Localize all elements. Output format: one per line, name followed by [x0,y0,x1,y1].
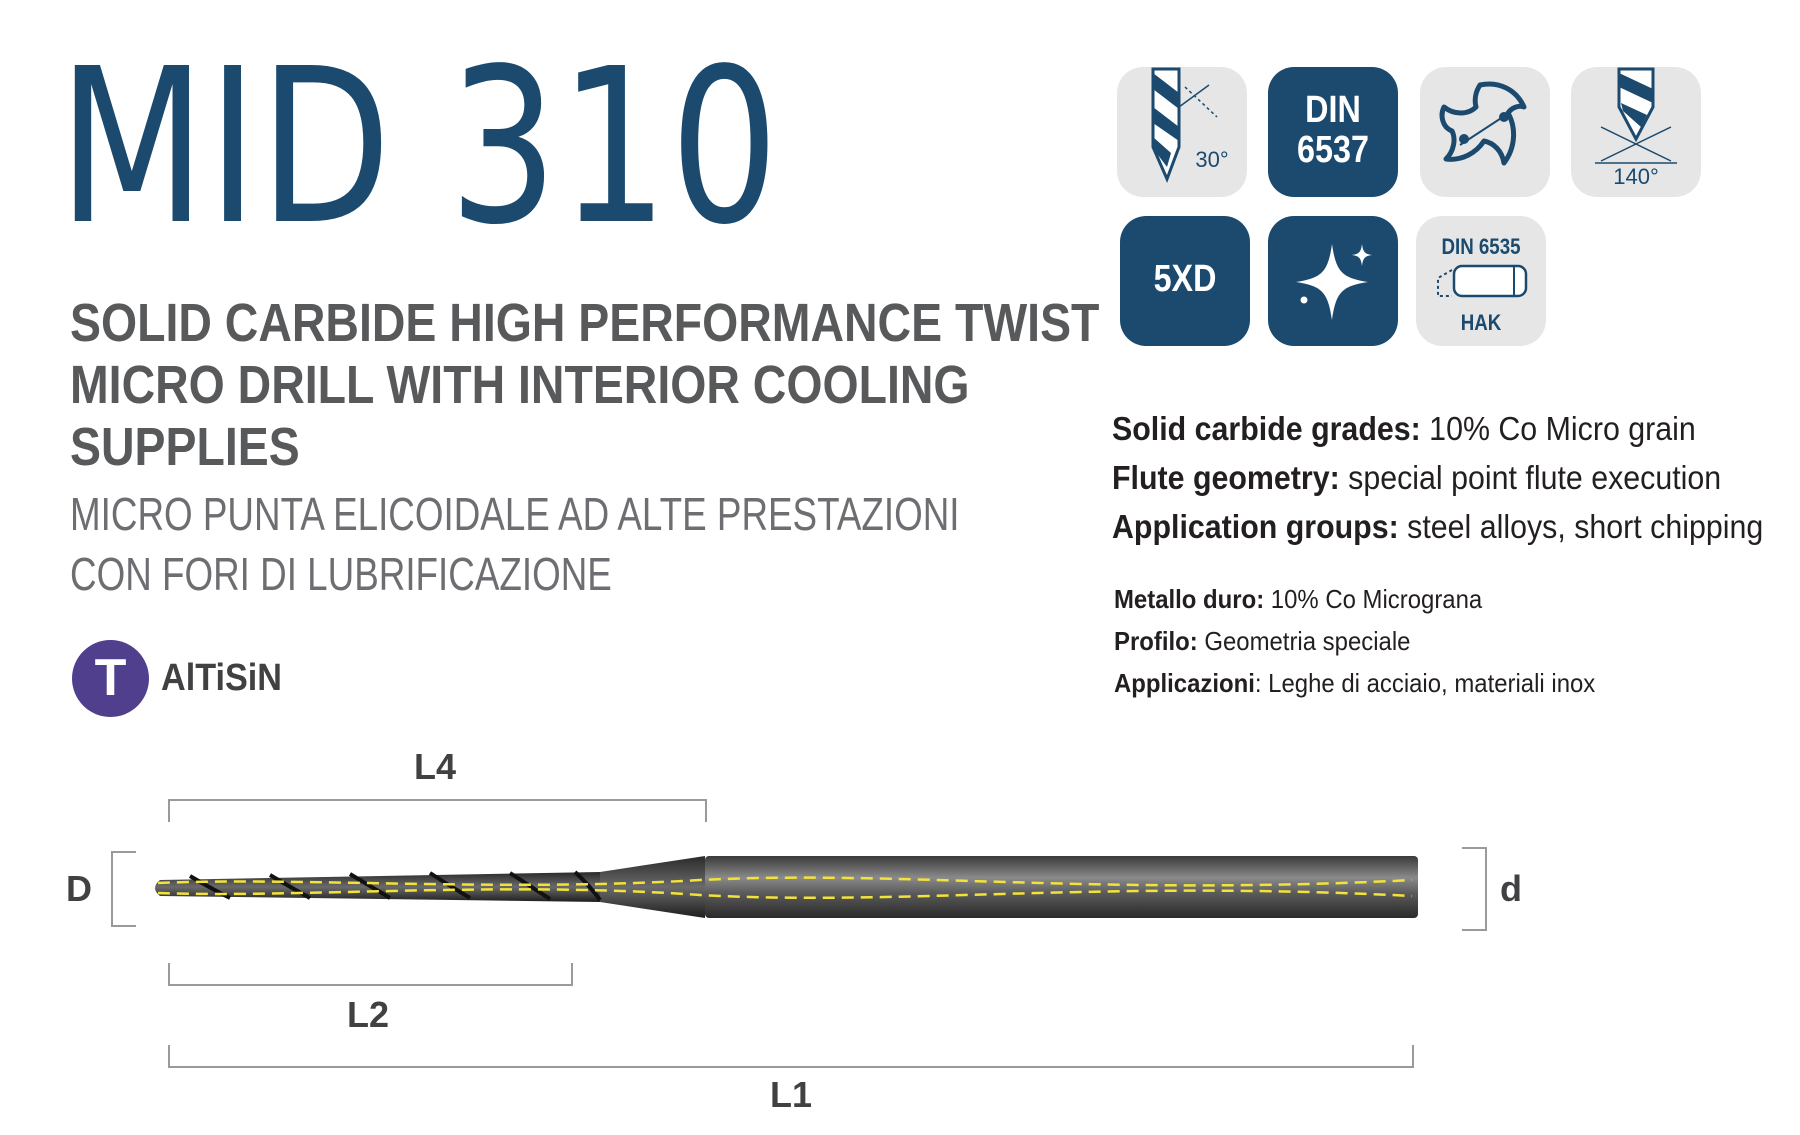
dimension-l4-label: L4 [414,746,457,787]
point-angle-icon [1571,67,1701,197]
headline-en-line: SOLID CARBIDE HIGH PERFORMANCE TWIST [70,293,1100,353]
spec-label: Metallo duro: [1114,584,1265,614]
specs-italian [1114,578,1595,704]
coating-badge [72,640,295,717]
product-title: MID 310 [58,23,781,272]
headline-it-line: CON FORI DI LUBRIFICAZIONE [70,548,612,600]
headline-italian [70,484,960,604]
point-angle-label: 140° [1613,164,1659,189]
helix-angle-label: 30° [1195,147,1229,172]
drill-drawing-svg [0,740,1800,1130]
l1-bracket [169,1045,1413,1067]
coating-letter-icon: T [72,640,149,717]
spec-label: Applicazioni [1114,668,1255,698]
spec-value: 10% Co Micrograna [1264,584,1483,614]
spec-row [1114,662,1595,704]
spec-row [1114,578,1595,620]
spec-row [1112,404,1763,453]
dimension-l2-label: L2 [347,994,390,1035]
spec-value: 10% Co Micro grain [1420,410,1696,447]
d-cut-bracket [112,852,136,926]
spec-row [1112,453,1763,502]
shank-type-label: HAK [1460,310,1502,335]
din-label: DIN [1305,89,1361,131]
polished-sparkle-icon [1268,216,1398,346]
spec-label: Application groups: [1112,508,1399,545]
technical-drawing [0,740,1800,1130]
dimension-d-shank-label: d [1500,868,1522,909]
spec-value: steel alloys, short chipping [1398,508,1764,545]
shank-standard-label: DIN 6535 [1441,234,1521,259]
spec-row [1114,620,1595,662]
spec-label: Profilo: [1114,626,1198,656]
l4-bracket [169,800,706,822]
l2-bracket [169,963,572,985]
headline-it-line: MICRO PUNTA ELICOIDALE AD ALTE PRESTAZIONI [70,488,960,540]
internal-cooling-icon [1420,67,1550,197]
dimension-d-cut-label: D [66,868,92,909]
spec-row [1112,502,1763,551]
drill-shank [705,856,1418,918]
headline-english [70,292,1099,478]
spec-value: : Leghe di acciaio, materiali inox [1254,668,1596,698]
spec-label: Flute geometry: [1112,459,1340,496]
drill-taper [600,856,705,918]
specs-english [1112,404,1763,551]
length-ratio-label: 5XD [1153,258,1217,300]
helix-angle-icon [1117,67,1247,197]
d-shank-bracket [1462,848,1486,930]
dimension-l1-label: L1 [770,1074,813,1115]
spec-label: Solid carbide grades: [1112,410,1421,447]
coating-name: AlTiSiN [161,657,282,699]
headline-en-line: SUPPLIES [70,417,300,477]
din-standard-badge [1268,67,1398,197]
din-number: 6537 [1297,129,1369,171]
headline-en-line: MICRO DRILL WITH INTERIOR COOLING [70,355,970,415]
spec-value: special point flute execution [1339,459,1722,496]
length-ratio-badge [1120,216,1250,346]
shank-type-icon [1416,216,1546,346]
spec-value: Geometria speciale [1197,626,1411,656]
